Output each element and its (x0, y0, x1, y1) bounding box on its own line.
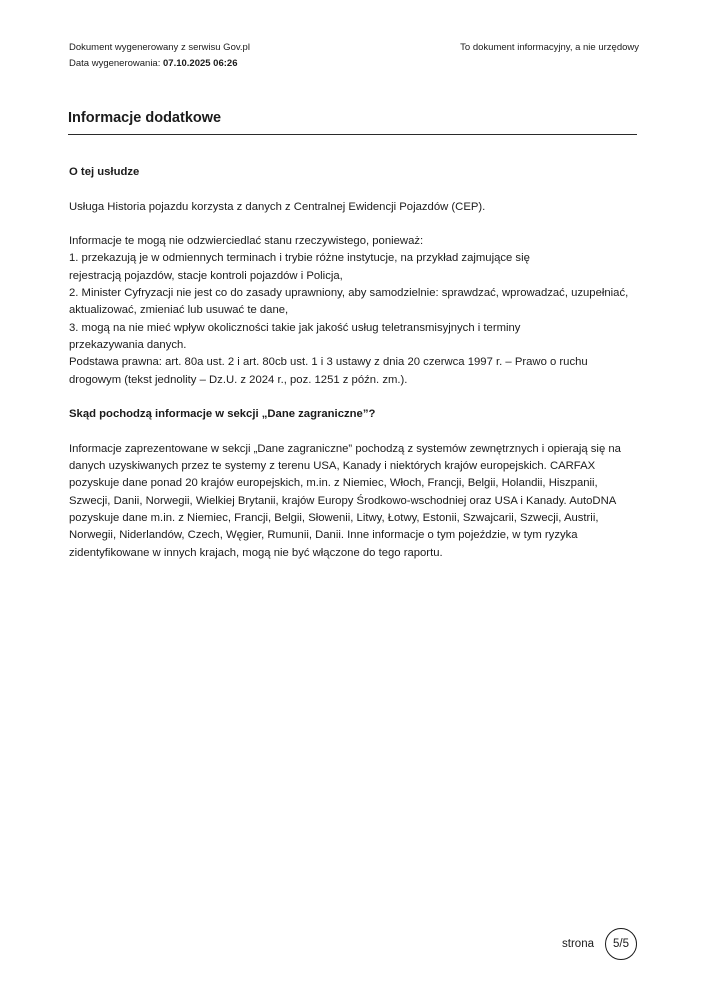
paragraph-line: Podstawa prawna: art. 80a ust. 2 i art. 80cb ust. 1 i 3 ustawy z dnia 20 czerwca 1997 r. – Prawo o ruchu (69, 356, 588, 369)
paragraph-line: aktualizować, zmieniać lub usuwać te dane, (69, 304, 289, 317)
informational-notice: To dokument informacyjny, a nie urzędowy (460, 42, 639, 53)
document-content (69, 164, 641, 562)
paragraph-line: 2. Minister Cyfryzacji nie jest co do zasady uprawniony, aby samodzielnie: sprawdzać, wprowadzać, uzupełniać, (69, 287, 629, 300)
generated-from-text: Dokument wygenerowany z serwisu Gov.pl (69, 42, 250, 53)
about-service-heading: O tej usłudze (69, 166, 140, 178)
section-title: Informacje dodatkowe (68, 108, 637, 135)
paragraph-line: 1. przekazują je w odmiennych terminach i trybie różne instytucje, na przykład zajmujące się (69, 252, 530, 265)
paragraph-line: pozyskuje dane m.in. z Niemiec, Francji, Belgii, Słowenii, Litwy, Łotwy, Estonii, Szwajcarii, Szwecji, Austrii, (69, 511, 599, 524)
generation-date (69, 56, 389, 72)
paragraph-line: Norwegii, Niderlandów, Czech, Węgier, Rumunii, Danii. Inne informacje o tym pojeździe, w tym ryzyka (69, 529, 578, 542)
foreign-data-paragraph (69, 441, 641, 562)
paragraph-line: Informacje zaprezentowane w sekcji „Dane zagraniczne” pochodzą z systemów zewnętrznych i opierają się na (69, 442, 621, 455)
page-label: strona (562, 937, 594, 950)
paragraph-line: 3. mogą na nie mieć wpływ okoliczności takie jak jakość usług teletransmisyjnych i terminy (69, 321, 521, 334)
paragraph-line: Szwecji, Danii, Norwegii, Wielkiej Brytanii, krajów Europy Środkowo-wschodniej oraz USA i Kanady. AutoDNA (69, 494, 617, 507)
page-number-badge: 5/5 (605, 928, 637, 960)
generation-date-label: Data wygenerowania: (69, 58, 161, 69)
paragraph-line: zidentyfikowane w innych krajach, mogą nie być włączone do tego raportu. (69, 546, 443, 559)
paragraph-line: pozyskuje dane ponad 20 krajów europejskich, m.in. z Niemiec, Włoch, Francji, Belgii, Holandii, Hiszpanii, (69, 477, 598, 490)
header-left (69, 40, 389, 72)
about-service-intro: Usługa Historia pojazdu korzysta z danych z Centralnej Ewidencji Pojazdów (CEP). (69, 200, 486, 213)
page-number (562, 927, 637, 960)
generation-date-value: 07.10.2025 06:26 (163, 58, 238, 69)
foreign-data-heading: Skąd pochodzą informacje w sekcji „Dane zagraniczne”? (69, 408, 376, 421)
paragraph-line: przekazywania danych. (69, 338, 187, 351)
about-service-details (69, 233, 641, 389)
paragraph-line: Informacje te mogą nie odzwierciedlać stanu rzeczywistego, ponieważ: (69, 235, 424, 248)
paragraph-line: danych uzyskiwanych przez te systemy z terenu USA, Kanady i niektórych krajów europejskich. CARFAX (69, 460, 596, 473)
paragraph-line: drogowym (tekst jednolity – Dz.U. z 2024 r., poz. 1251 z późn. zm.). (69, 373, 408, 386)
paragraph-line: rejestracją pojazdów, stacje kontroli pojazdów i Policja, (69, 269, 343, 282)
